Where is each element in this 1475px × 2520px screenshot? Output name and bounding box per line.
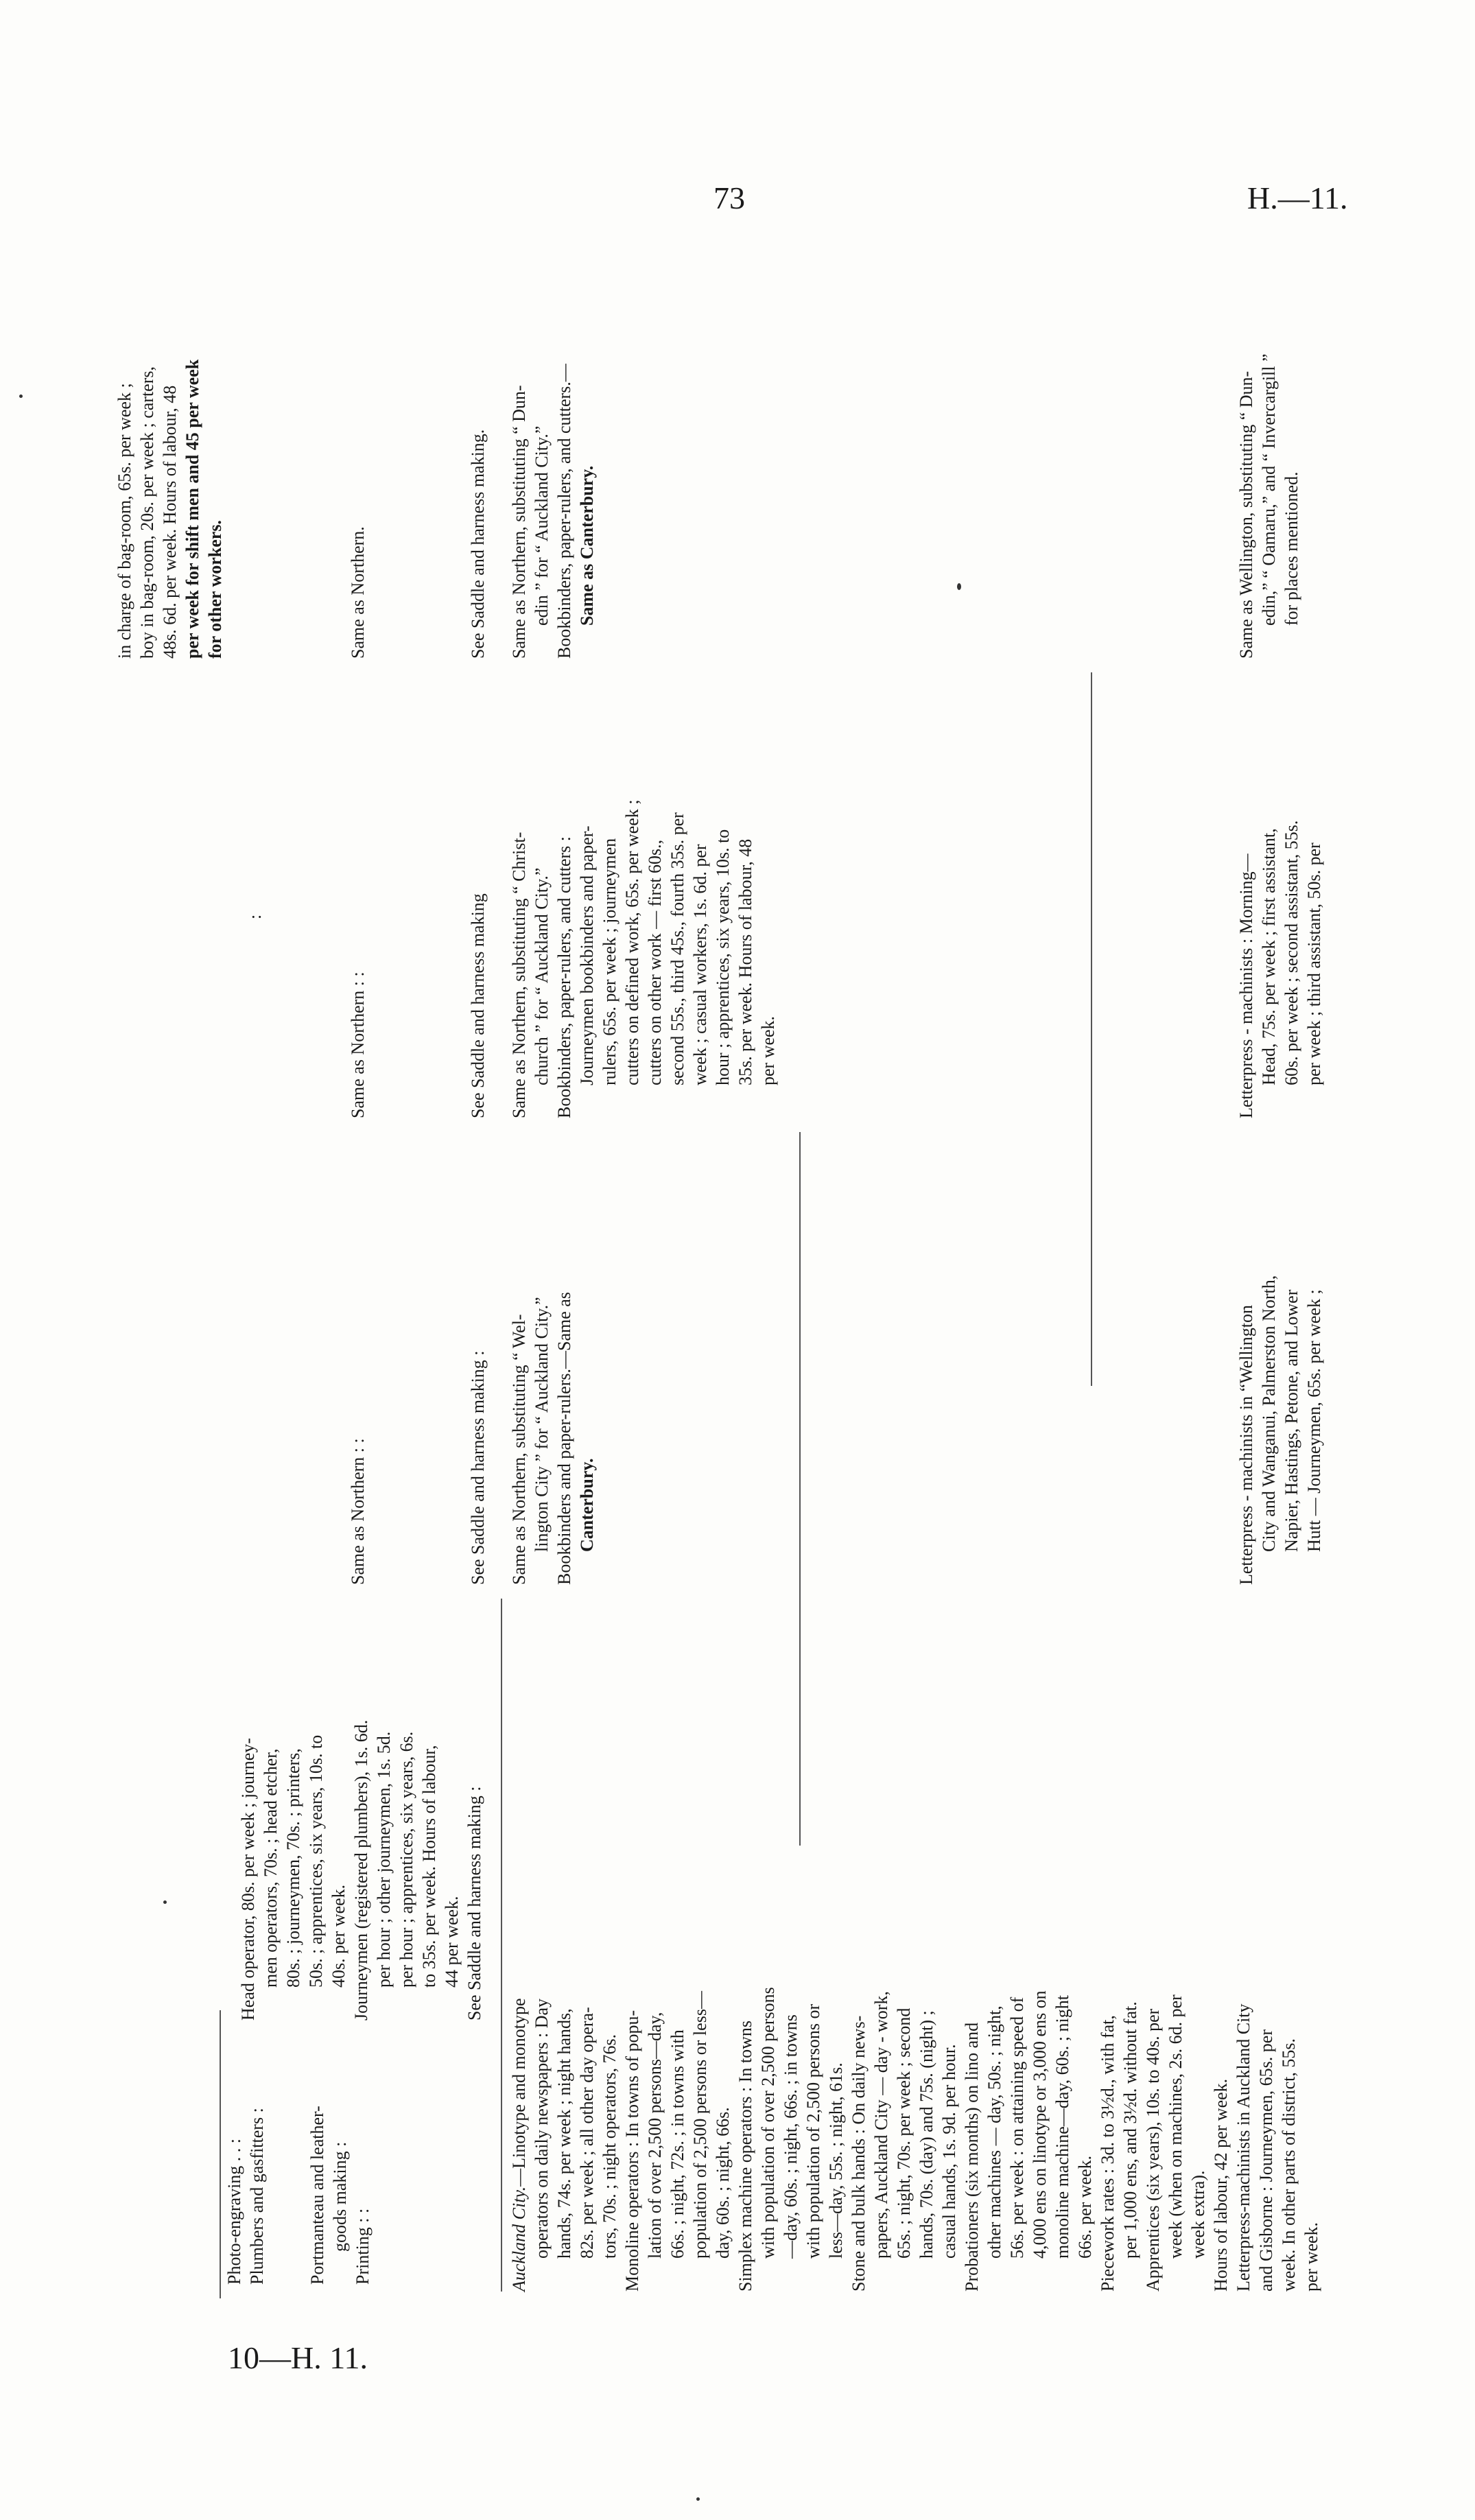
canterbury-portmanteau-text: See Saddle and harness making: [468, 893, 488, 1118]
scan-speck: [957, 583, 961, 590]
otago-printing-column: [508, 0, 919, 659]
otago-letterpress: [1235, 0, 1475, 659]
northern-printing-line: monoline machine—day, 60s. ; night: [1052, 1995, 1072, 2259]
northern-printing-line: operators on daily newspapers : Day: [532, 1998, 552, 2259]
northern-printing-line: lation of over 2,500 persons—day,: [645, 2012, 665, 2259]
northern-line: 50s. ; apprentices, six years, 10s. to: [306, 1734, 326, 1988]
otago-letterpress-line: Same as Wellington, substituting “ Dun-: [1236, 370, 1256, 659]
northern-printing-line: with population of 2,500 persons or: [803, 2003, 823, 2259]
wellington-plumbers: Same as Northern : :: [348, 1438, 368, 1585]
auckland-city-heading: Auckland City.: [509, 2186, 529, 2292]
northern-printing-line: less—day, 55s. ; night, 61s.: [826, 2062, 846, 2259]
northern-printing-line: Hours of labour, 42 per week.: [1211, 2078, 1231, 2292]
otago-photo-line: boy in bag-room, 20s. per week ; carters,: [137, 366, 157, 659]
northern-printing-line: hands, 70s. (day) and 75s. (night) ;: [917, 2010, 936, 2259]
northern-line: 44 per week.: [442, 1896, 462, 1988]
northern-line: Journeymen (registered plumbers), 1s. 6d.: [351, 1719, 371, 2021]
trade-printing: Printing : :: [353, 2208, 373, 2285]
northern-printing-line: week. In other parts of district, 55s.: [1279, 2038, 1299, 2292]
column-divider: [220, 2010, 221, 2298]
wellington-letterpress-line: Letterpress - machinists in “Wellington: [1236, 1304, 1256, 1585]
canterbury-printing-line: Journeymen bookbinders and paper-: [577, 825, 597, 1085]
northern-printing-line: Piecework rates : 3d. to 3½d., with fat,: [1098, 2015, 1118, 2292]
northern-line: to 35s. per week. Hours of labour,: [419, 1745, 439, 1988]
otago-printing-line: edin ” for “ Auckland City.”: [532, 425, 552, 626]
northern-line: 40s. per week.: [329, 1884, 349, 1988]
northern-printing-line: —day, 60s. ; night, 66s. ; in towns: [781, 2014, 801, 2259]
otago-photo-line: in charge of bag-room, 65s. per week ;: [115, 383, 134, 659]
northern-printing-line: with population of over 2,500 persons: [758, 1987, 778, 2259]
document-reference-bottom: 10—H. 11.: [228, 2340, 368, 2375]
canterbury-photo-text: :: [245, 914, 265, 919]
trade-portmanteau-line2: goods making :: [330, 2141, 350, 2252]
northern-printing-line: population of 2,500 persons or less—: [690, 1991, 710, 2259]
northern-printing-line: papers, Auckland City — day - work,: [871, 1991, 891, 2259]
northern-printing-line: per 1,000 ens, and 3½d. without fat.: [1120, 2001, 1140, 2259]
northern-printing-line: Apprentices (six years), 10s. to 40s. per: [1143, 2008, 1163, 2292]
northern-printing-line: Probationers (six months) on lino and: [962, 2022, 982, 2292]
canterbury-letterpress-line: Head, 75s. per week ; first assistant,: [1259, 828, 1279, 1085]
wellington-letterpress-line: City and Wanganui, Palmerston North,: [1259, 1275, 1279, 1552]
northern-line: Head operator, 80s. per week ; journey-: [238, 1738, 258, 2021]
wellington-printing-line: lington City ” for “ Auckland City.”: [532, 1297, 552, 1552]
otago-printing-line: Bookbinders, paper-rulers, and cutters.—: [554, 364, 574, 659]
canterbury-printing-line: cutters on other work — first 60s.,: [645, 839, 665, 1085]
canterbury-printing-line: rulers, 65s. per week ; journeymen: [600, 838, 620, 1085]
document-reference-top: H.—11.: [1247, 180, 1348, 215]
trade-plumbers: Plumbers and gasfitters :: [247, 2108, 267, 2285]
northern-printing-line: 66s. per week.: [1075, 2155, 1095, 2259]
canterbury-printing-line: hour ; apprentices, six years, 10s. to: [713, 829, 733, 1085]
northern-printing-line: —Linotype and monotype: [509, 1998, 529, 2187]
wellington-portmanteau-text: See Saddle and harness making :: [468, 1350, 488, 1585]
northern-line: men operators, 70s. ; head etcher,: [261, 1748, 281, 1988]
northern-line: per hour ; apprentices, six years, 6s.: [397, 1731, 416, 1988]
northern-printing-line: day, 60s. ; night, 66s.: [713, 2107, 733, 2259]
otago-photo-line: 48s. 6d. per week. Hours of labour, 48: [160, 385, 180, 659]
canterbury-printing-line: church ” for “ Auckland City.”: [532, 867, 552, 1085]
northern-printing-line: Simplex machine operators : In towns: [735, 2021, 755, 2292]
scan-speck: [696, 2497, 700, 2501]
otago-letterpress-line: edin,” “ Oamaru,” and “ Invercargill ”: [1259, 353, 1279, 626]
otago-plumbers-text: Same as Northern.: [348, 526, 368, 659]
northern-printing-line: 82s. per week ; all other day opera-: [577, 2007, 597, 2259]
trade-portmanteau-line1: Portmanteau and leather-: [307, 2106, 327, 2285]
canterbury-printing-line: Same as Northern, substituting “ Christ-: [509, 832, 529, 1118]
northern-printing-line: 66s. ; night, 72s. ; in towns with: [668, 2029, 687, 2259]
canterbury-printing-line: week ; casual workers, 1s. 6d. per: [690, 844, 710, 1085]
northern-printing-line: 4,000 ens on linotype or 3,000 ens on: [1030, 1990, 1050, 2259]
otago-letterpress-line: for places mentioned.: [1282, 471, 1301, 626]
otago-printing-line: Same as Canterbury.: [577, 465, 597, 626]
wellington-printing-line: Bookbinders and paper-rulers.—Same as: [554, 1292, 574, 1585]
northern-printing-line: and Gisborne : Journeymen, 65s. per: [1256, 2029, 1276, 2292]
canterbury-letterpress-line: per week ; third assistant, 50s. per: [1304, 843, 1324, 1085]
canterbury-plumbers-text: Same as Northern : :: [348, 972, 368, 1118]
canterbury-printing-line: Bookbinders, paper-rulers, and cutters :: [554, 836, 574, 1118]
northern-printing-line: tors, 70s. ; night operators, 76s.: [600, 2034, 620, 2259]
scan-speck: [19, 395, 23, 398]
canterbury-letterpress-line: 60s. per week ; second assistant, 55s.: [1282, 820, 1301, 1085]
northern-printing-line: casual hands, 1s. 9d. per hour.: [939, 2044, 959, 2259]
wellington-letterpress-line: Hutt — Journeymen, 65s. per week ;: [1304, 1289, 1324, 1552]
wellington-letterpress-line: Napier, Hastings, Petone, and Lower: [1282, 1289, 1301, 1552]
northern-printing-line: per week.: [1301, 2222, 1321, 2292]
otago-printing-line: Same as Northern, substituting “ Dun-: [509, 385, 529, 659]
northern-line: See Saddle and harness making :: [464, 1786, 484, 2021]
canterbury-printing-line: cutters on defined work, 65s. per week ;: [622, 799, 642, 1085]
northern-line: 80s. ; journeymen, 70s. ; printers,: [283, 1748, 303, 1988]
northern-printing-line: Stone and bulk hands : On daily news-: [849, 2015, 869, 2292]
northern-printing-line: week extra).: [1188, 2170, 1208, 2259]
northern-printing-line: week (when on machines, 2s. 6d. per: [1166, 1994, 1185, 2259]
wellington-printing-line: Canterbury.: [577, 1458, 597, 1552]
wellington-printing-line: Same as Northern, substituting “ Wel-: [509, 1314, 529, 1585]
scan-speck: [163, 1900, 167, 1904]
otago-photo-line: per week for shift men and 45 per week: [182, 359, 202, 659]
northern-printing-line: Monoline operators : In towns of popu-: [622, 2010, 642, 2292]
canterbury-letterpress-line: Letterpress - machinists : Morning—: [1236, 853, 1256, 1118]
northern-line: per hour ; other journeymen, 1s. 5d.: [374, 1731, 394, 1988]
page-number: 73: [713, 180, 745, 215]
northern-printing-line: 56s. per week : on attaining speed of: [1007, 1997, 1027, 2259]
northern-printing-line: 65s. ; night, 70s. per week ; second: [894, 2007, 914, 2259]
northern-printing-line: other machines — day, 50s. ; night,: [984, 2005, 1004, 2259]
canterbury-printing-line: per week.: [758, 1015, 778, 1085]
otago-portmanteau-text: See Saddle and harness making.: [468, 429, 488, 659]
otago-photo-line: for other workers.: [205, 520, 225, 659]
canterbury-printing-line: second 55s., third 45s., fourth 35s. per: [668, 812, 687, 1085]
northern-printing-line: hands, 74s. per week ; night hands,: [554, 2008, 574, 2259]
canterbury-printing-line: 35s. per week. Hours of labour, 48: [735, 838, 755, 1085]
trade-photo-engraving: Photo-engraving . . :: [224, 2138, 244, 2285]
northern-printing-line: Letterpress-machinists in Auckland City: [1234, 2003, 1253, 2292]
